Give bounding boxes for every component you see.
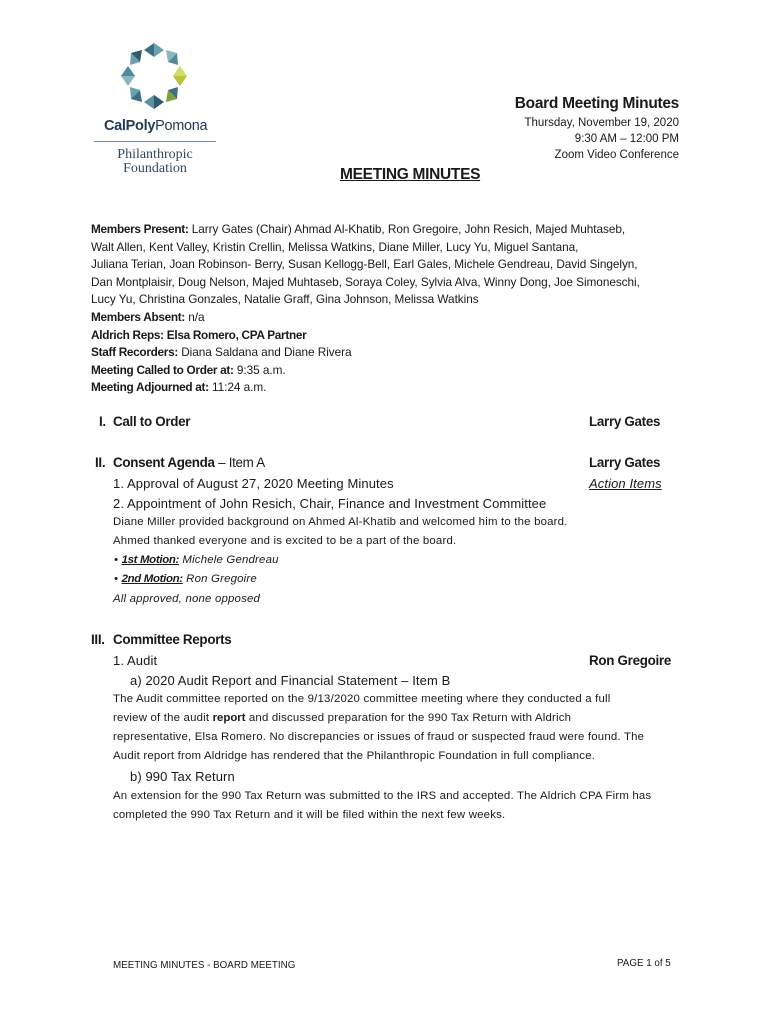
adjourned-line [91,379,640,397]
logo-wordmark [104,118,207,134]
section-1-presenter: Larry Gates [589,414,661,429]
octagon-logo-icon [120,42,188,110]
motion-2-label: 2nd Motion: [121,573,183,585]
subitem-a-title: a) 2020 Audit Report and Financial Statement – Item B [130,673,451,688]
bullet-icon: • [114,573,122,585]
section-2-number: II. [95,455,106,470]
audit-para-line-2 [113,712,571,724]
audit-para-line-4: Audit report from Aldridge has rendered that the Philanthropic Foundation in full compliance. [113,750,596,762]
logo-brand-light: Pomona [155,118,208,134]
adjourned-value: 11:24 a.m. [208,380,267,395]
logo-brand-bold: CalPoly [104,118,156,134]
approval-note: All approved, none opposed [113,593,261,605]
section-2-para-2: Ahmed thanked everyone and is excited to be a part of the board. [113,535,457,547]
section-3-title: Committee Reports [113,632,232,647]
audit-para-line-3: representative, Elsa Romero. No discrepancies or issues of fraud or suspected fraud were found. The [113,731,645,743]
called-to-order-line [91,362,640,380]
document-title: MEETING MINUTES [340,166,481,183]
members-present-text-3: Juliana Terian, Joan Robinson- Berry, Susan Kellogg-Bell, Earl Gales, Michele Gendreau, David Singelyn, [91,257,638,272]
header-location: Zoom Video Conference [554,149,679,161]
section-2-item-1: 1. Approval of August 27, 2020 Meeting Minutes [113,476,394,491]
motion-2-line [114,573,257,585]
header-time: 9:30 AM – 12:00 PM [574,133,679,145]
section-1-title: Call to Order [113,414,191,429]
section-2-heading [113,455,265,470]
motion-1-label: 1st Motion: [121,554,180,566]
staff-recorders-label: Staff Recorders: [91,345,178,360]
tax-para-line-1: An extension for the 990 Tax Return was submitted to the IRS and accepted. The Aldrich CPA Firm has [113,790,652,802]
staff-recorders-value: Diana Saldana and Diane Rivera [177,345,352,360]
bullet-icon: • [114,554,122,566]
aldrich-reps-line: Aldrich Reps: Elsa Romero, CPA Partner [91,327,307,342]
footer-page-number: PAGE 1 of 5 [617,958,671,969]
header-title: Board Meeting Minutes [514,95,679,112]
members-present-text-4: Dan Montplaisir, Doug Nelson, Majed Muhtaseb, Soraya Coley, Sylvia Alva, Winny Dong, Joe Simoneschi, [91,274,640,289]
section-2-suffix: – Item A [214,455,265,470]
members-present-line-1 [91,221,640,239]
action-items-link[interactable]: Action Items [589,476,662,491]
members-absent-label: Members Absent: [91,309,186,324]
tax-para-line-2: completed the 990 Tax Return and it will be filed within the next few weeks. [113,809,506,821]
audit-para-line-1: The Audit committee reported on the 9/13/2020 committee meeting where they conducted a full [113,693,611,705]
header-date: Thursday, November 19, 2020 [524,117,679,129]
section-1-number: I. [99,414,106,429]
members-present-text-1: Larry Gates (Chair) Ahmad Al-Khatib, Ron Gregoire, John Resich, Majed Muhtaseb, [188,222,626,236]
motion-1-line [114,554,279,566]
logo-divider [94,141,216,142]
audit-para-line-2-post: and discussed preparation for the 990 Tax Return with Aldrich [245,712,572,724]
section-2-title: Consent Agenda [113,455,215,470]
members-present-text-2: Walt Allen, Kent Valley, Kristin Crellin, Melissa Watkins, Diane Miller, Lucy Yu, Miguel Santana, [91,239,579,254]
motion-1-value: Michele Gendreau [179,554,279,566]
adjourned-label: Meeting Adjourned at: [91,380,209,395]
audit-para-line-2-pre: review of the audit [113,712,213,724]
logo-subtitle-line1: Philanthropic [117,147,193,162]
logo-subtitle-line2: Foundation [123,161,187,176]
section-2-item-2: 2. Appointment of John Resich, Chair, Finance and Investment Committee [113,496,547,511]
section-2-para-1: Diane Miller provided background on Ahmed Al-Khatib and welcomed him to the board. [113,516,568,528]
audit-para-line-2-bold: report [212,712,246,724]
subitem-b-title: b) 990 Tax Return [130,769,235,784]
staff-recorders-line [91,344,640,362]
motion-2-value: Ron Gregoire [182,573,257,585]
footer-left: MEETING MINUTES - BOARD MEETING [113,960,296,971]
section-3-presenter: Ron Gregoire [589,653,671,668]
called-to-order-value: 9:35 a.m. [233,362,286,377]
members-absent-line [91,309,640,327]
members-absent-value: n/a [185,309,205,324]
members-present-label: Members Present: [91,222,189,236]
section-3-number: III. [91,632,105,647]
section-2-presenter: Larry Gates [589,455,661,470]
section-3-item-1: 1. Audit [113,653,158,668]
called-to-order-label: Meeting Called to Order at: [91,362,234,377]
attendance-block [91,221,640,397]
members-present-text-5: Lucy Yu, Christina Gonzales, Natalie Graff, Gina Johnson, Melissa Watkins [91,292,479,307]
